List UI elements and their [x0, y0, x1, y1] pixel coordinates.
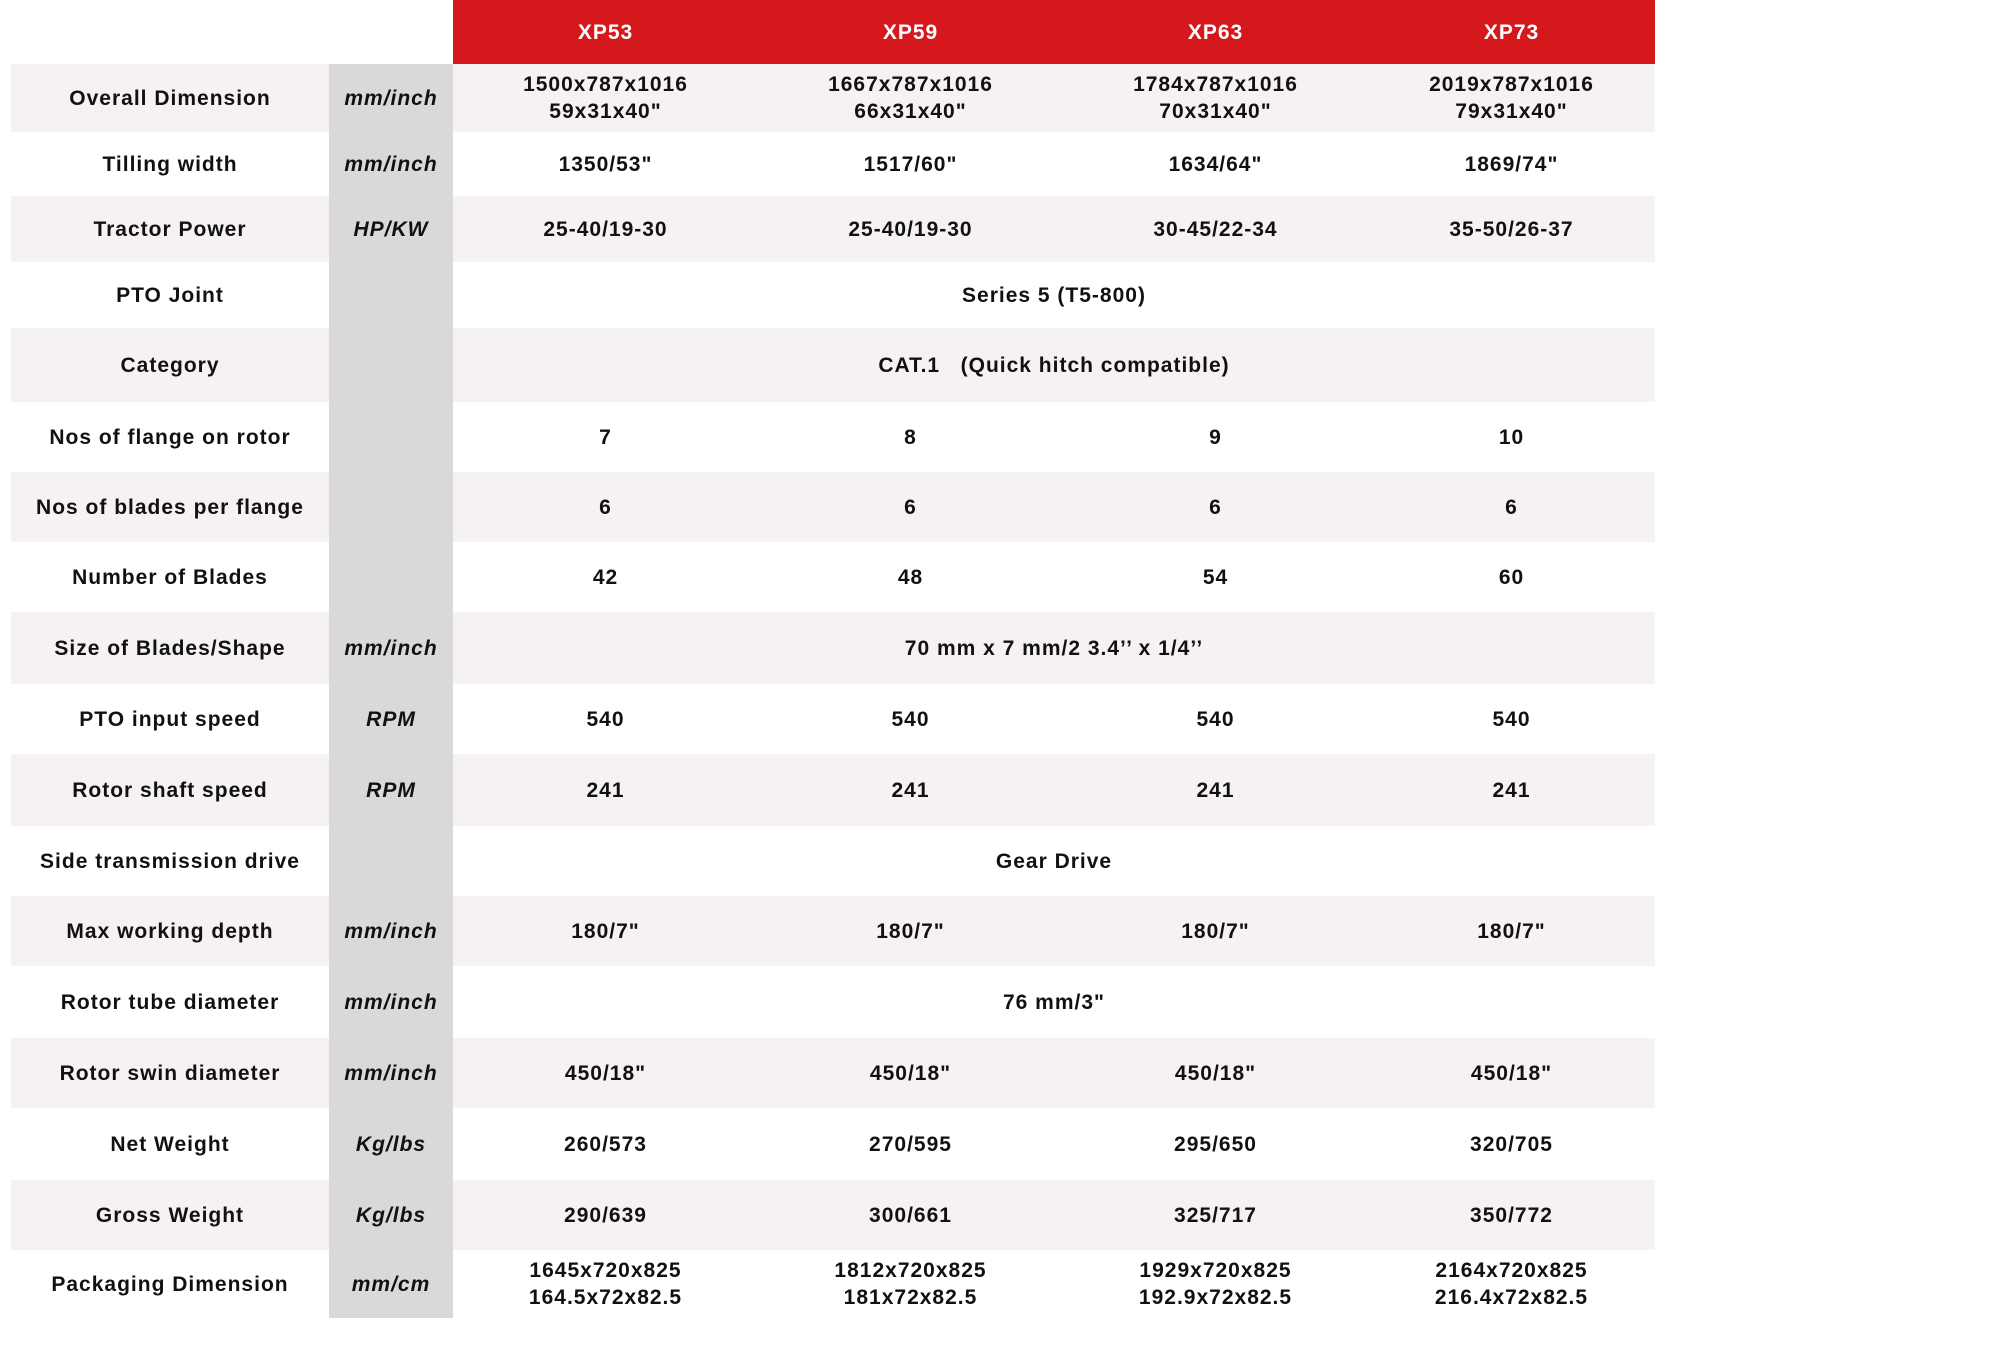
spec-value: 48: [758, 542, 1063, 612]
spec-value: 1517/60": [758, 132, 1063, 196]
spec-value: 350/772: [1368, 1180, 1655, 1250]
row-unit: mm/inch: [329, 896, 453, 966]
spec-value: 42: [453, 542, 758, 612]
spec-value-line: 70x31x40": [1159, 100, 1272, 123]
spec-value: 540: [453, 684, 758, 754]
row-label: Rotor swin diameter: [11, 1038, 329, 1108]
table-row: [11, 196, 1655, 262]
spec-value: 540: [758, 684, 1063, 754]
table-row: [11, 1180, 1655, 1250]
spec-value: 6: [1063, 472, 1368, 542]
table-row: [11, 542, 1655, 612]
row-label: Packaging Dimension: [11, 1250, 329, 1318]
header-blank-label: [11, 0, 329, 64]
spec-value: 180/7": [453, 896, 758, 966]
spec-value: 450/18": [1063, 1038, 1368, 1108]
model-header: XP73: [1368, 0, 1655, 64]
spec-value: 6: [758, 472, 1063, 542]
spec-value-line: 79x31x40": [1455, 100, 1568, 123]
spec-value-all-models: 70 mm x 7 mm/2 3.4’’ x 1/4’’: [453, 612, 1655, 684]
spec-value: 450/18": [453, 1038, 758, 1108]
spec-value: 540: [1368, 684, 1655, 754]
spec-value: 300/661: [758, 1180, 1063, 1250]
spec-value-line: 192.9x72x82.5: [1138, 1286, 1293, 1309]
spec-table: [11, 0, 1655, 1318]
row-unit: mm/inch: [329, 612, 453, 684]
spec-value-line: 1812x720x825: [834, 1259, 987, 1282]
spec-value: 54: [1063, 542, 1368, 612]
row-label: Tilling width: [11, 132, 329, 196]
table-row: [11, 1038, 1655, 1108]
header-row: [11, 0, 1655, 64]
model-header: XP53: [453, 0, 758, 64]
spec-value-line: 59x31x40": [549, 100, 662, 123]
row-unit: Kg/lbs: [329, 1108, 453, 1180]
row-label: Gross Weight: [11, 1180, 329, 1250]
spec-value: [1063, 1250, 1368, 1318]
spec-value: 295/650: [1063, 1108, 1368, 1180]
table-row: [11, 1250, 1655, 1318]
spec-value-all-models: 76 mm/3": [453, 966, 1655, 1038]
spec-value-line: 181x72x82.5: [843, 1286, 978, 1309]
spec-value: [453, 64, 758, 132]
spec-value-all-models: Series 5 (T5-800): [453, 262, 1655, 328]
spec-value: 25-40/19-30: [453, 196, 758, 262]
spec-value: 8: [758, 402, 1063, 472]
spec-value: 35-50/26-37: [1368, 196, 1655, 262]
row-label: Rotor tube diameter: [11, 966, 329, 1038]
spec-value-line: 1784x787x1016: [1133, 73, 1298, 96]
table-row: [11, 684, 1655, 754]
row-unit: RPM: [329, 754, 453, 826]
table-row: [11, 132, 1655, 196]
table-row: [11, 612, 1655, 684]
row-unit: mm/inch: [329, 132, 453, 196]
row-unit: mm/inch: [329, 1038, 453, 1108]
row-unit: [329, 262, 453, 328]
spec-value: 6: [1368, 472, 1655, 542]
spec-value: 450/18": [758, 1038, 1063, 1108]
table-row: [11, 64, 1655, 132]
row-unit: [329, 402, 453, 472]
spec-value: 180/7": [758, 896, 1063, 966]
spec-value: 180/7": [1368, 896, 1655, 966]
spec-value: [453, 1250, 758, 1318]
table-row: [11, 966, 1655, 1038]
table-row: [11, 754, 1655, 826]
row-unit: [329, 472, 453, 542]
table-row: [11, 402, 1655, 472]
spec-value: 540: [1063, 684, 1368, 754]
spec-value: [758, 1250, 1063, 1318]
row-label: Size of Blades/Shape: [11, 612, 329, 684]
row-label: Rotor shaft speed: [11, 754, 329, 826]
row-label: PTO Joint: [11, 262, 329, 328]
spec-value: [758, 64, 1063, 132]
spec-value-all-models: CAT.1 (Quick hitch compatible): [453, 328, 1655, 402]
table-row: [11, 328, 1655, 402]
row-unit: RPM: [329, 684, 453, 754]
spec-value: 450/18": [1368, 1038, 1655, 1108]
spec-value: [1063, 64, 1368, 132]
row-label: Nos of flange on rotor: [11, 402, 329, 472]
row-label: Nos of blades per flange: [11, 472, 329, 542]
spec-value: 290/639: [453, 1180, 758, 1250]
row-unit: mm/inch: [329, 64, 453, 132]
spec-value-line: 1500x787x1016: [523, 73, 688, 96]
spec-value: 180/7": [1063, 896, 1368, 966]
spec-value: 1869/74": [1368, 132, 1655, 196]
spec-value-line: 164.5x72x82.5: [528, 1286, 683, 1309]
spec-value-line: 2164x720x825: [1435, 1259, 1588, 1282]
spec-value: 1350/53": [453, 132, 758, 196]
model-header: XP59: [758, 0, 1063, 64]
row-unit: mm/inch: [329, 966, 453, 1038]
spec-value: [1368, 64, 1655, 132]
spec-value: 7: [453, 402, 758, 472]
row-unit: [329, 826, 453, 896]
spec-value: 9: [1063, 402, 1368, 472]
spec-value: 241: [1368, 754, 1655, 826]
spec-value-line: 216.4x72x82.5: [1434, 1286, 1589, 1309]
row-label: Max working depth: [11, 896, 329, 966]
spec-value: 241: [453, 754, 758, 826]
spec-value-all-models: Gear Drive: [453, 826, 1655, 896]
row-label: Category: [11, 328, 329, 402]
spec-value-line: 1645x720x825: [529, 1259, 682, 1282]
spec-value: 325/717: [1063, 1180, 1368, 1250]
row-unit: Kg/lbs: [329, 1180, 453, 1250]
spec-value: 30-45/22-34: [1063, 196, 1368, 262]
spec-value: 25-40/19-30: [758, 196, 1063, 262]
header-blank-unit: [329, 0, 453, 64]
row-unit: HP/KW: [329, 196, 453, 262]
row-unit: [329, 328, 453, 402]
row-label: PTO input speed: [11, 684, 329, 754]
table-row: [11, 472, 1655, 542]
spec-value: 260/573: [453, 1108, 758, 1180]
table-row: [11, 896, 1655, 966]
spec-body: [11, 64, 1655, 1318]
row-label: Number of Blades: [11, 542, 329, 612]
spec-value-line: 2019x787x1016: [1429, 73, 1594, 96]
row-unit: [329, 542, 453, 612]
spec-value: 1634/64": [1063, 132, 1368, 196]
row-label: Overall Dimension: [11, 64, 329, 132]
spec-value: 241: [758, 754, 1063, 826]
spec-value-line: 1667x787x1016: [828, 73, 993, 96]
spec-value: 320/705: [1368, 1108, 1655, 1180]
spec-value: 10: [1368, 402, 1655, 472]
model-header: XP63: [1063, 0, 1368, 64]
spec-value: 60: [1368, 542, 1655, 612]
row-unit: mm/cm: [329, 1250, 453, 1318]
row-label: Side transmission drive: [11, 826, 329, 896]
table-row: [11, 262, 1655, 328]
spec-value-line: 66x31x40": [854, 100, 967, 123]
spec-value: 270/595: [758, 1108, 1063, 1180]
table-row: [11, 826, 1655, 896]
spec-value-line: 1929x720x825: [1139, 1259, 1292, 1282]
spec-value: 241: [1063, 754, 1368, 826]
spec-value: [1368, 1250, 1655, 1318]
table-row: [11, 1108, 1655, 1180]
spec-value: 6: [453, 472, 758, 542]
row-label: Net Weight: [11, 1108, 329, 1180]
row-label: Tractor Power: [11, 196, 329, 262]
